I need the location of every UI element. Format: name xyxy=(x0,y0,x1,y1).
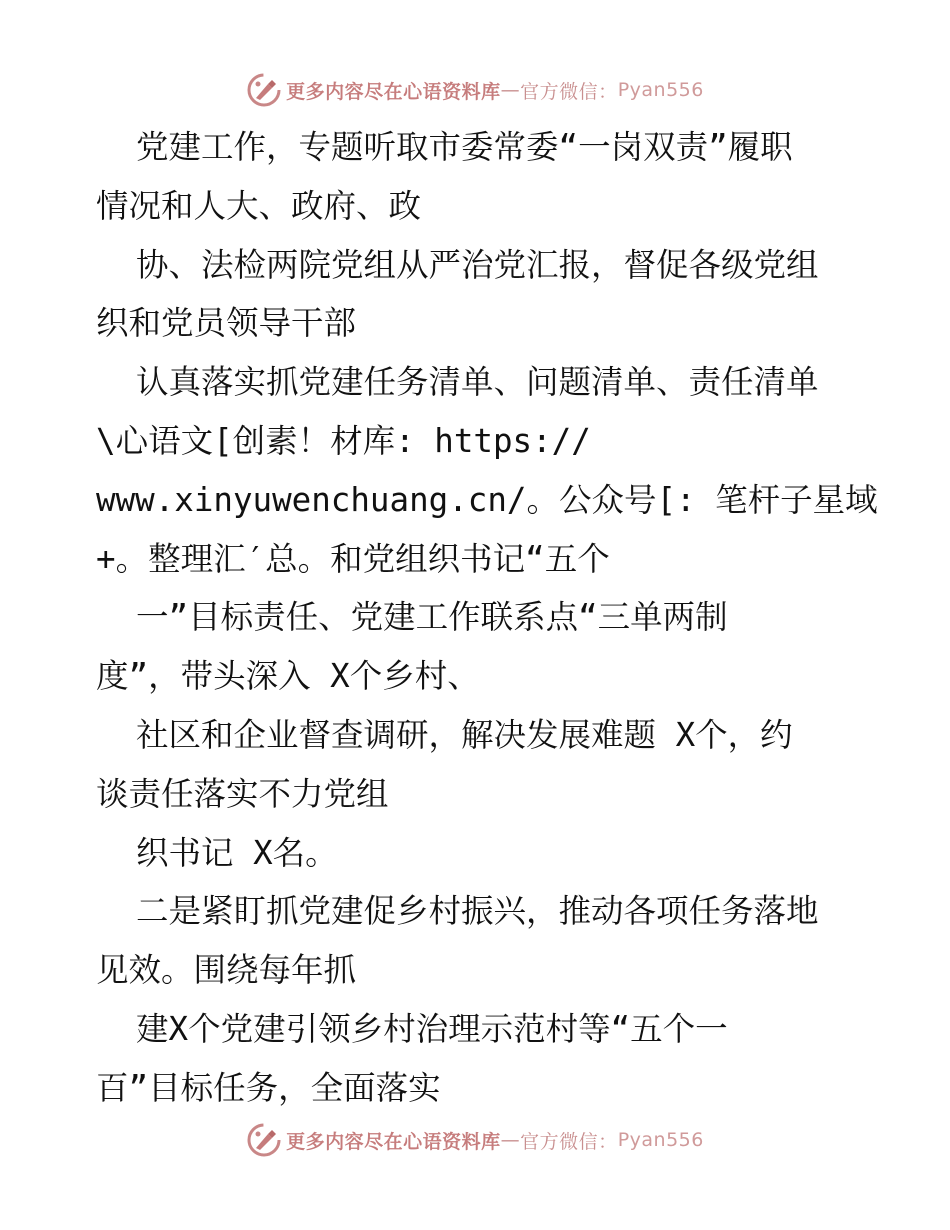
body-line: 百”目标任务，全面落实 xyxy=(96,1068,441,1107)
header-watermark xyxy=(0,70,950,110)
body-line: +。整理汇′总。和党组织书记“五个 xyxy=(96,539,610,578)
body-line: 协、法检两院党组从严治党汇报，督促各级党组 xyxy=(136,245,819,284)
header-dash: — xyxy=(500,79,521,101)
footer-wechat-id: Pyan556 xyxy=(617,1129,704,1151)
header-wechat-id: Pyan556 xyxy=(617,79,704,101)
body-line: 织书记 X名。 xyxy=(136,833,338,872)
body-line: www.xinyuwenchuang.cn/。公众号[: 笔杆子星域 xyxy=(96,480,878,519)
footer-sub-text: 官方微信： xyxy=(520,1130,618,1153)
body-line: 度”，带头深入 X个乡村、 xyxy=(96,657,480,696)
body-line: 谈责任落实不力党组 xyxy=(96,774,389,813)
header-sub-text: 官方微信： xyxy=(520,80,618,103)
body-line: 二是紧盯抓党建促乡村振兴，推动各项任务落地 xyxy=(136,892,819,931)
body-line: 党建工作，专题听取市委常委“一岗双责”履职 xyxy=(136,128,793,166)
body-line: 建X个党建引领乡村治理示范村等“五个一 xyxy=(136,1009,728,1048)
body-line: 见效。围绕每年抓 xyxy=(96,951,357,990)
brand-logo-icon xyxy=(246,72,282,108)
document-body xyxy=(96,118,886,1118)
body-line: 一”目标责任、党建工作联系点“三单两制 xyxy=(136,598,728,637)
body-line: 认真落实抓党建任务清单、问题清单、责任清单 xyxy=(136,363,819,402)
body-line: 情况和人大、政府、政 xyxy=(96,186,422,225)
body-line: 织和党员领导干部 xyxy=(96,304,357,343)
body-line: 社区和企业督查调研，解决发展难题 X个，约 xyxy=(136,715,793,754)
footer-dash: — xyxy=(500,1129,521,1151)
body-line: \心语文[创素！材库: https:// xyxy=(96,421,591,460)
brand-logo-icon xyxy=(246,1122,282,1158)
header-brand-text: 更多内容尽在心语资料库 xyxy=(286,80,501,103)
footer-watermark xyxy=(0,1120,950,1160)
footer-brand-text: 更多内容尽在心语资料库 xyxy=(286,1130,501,1153)
